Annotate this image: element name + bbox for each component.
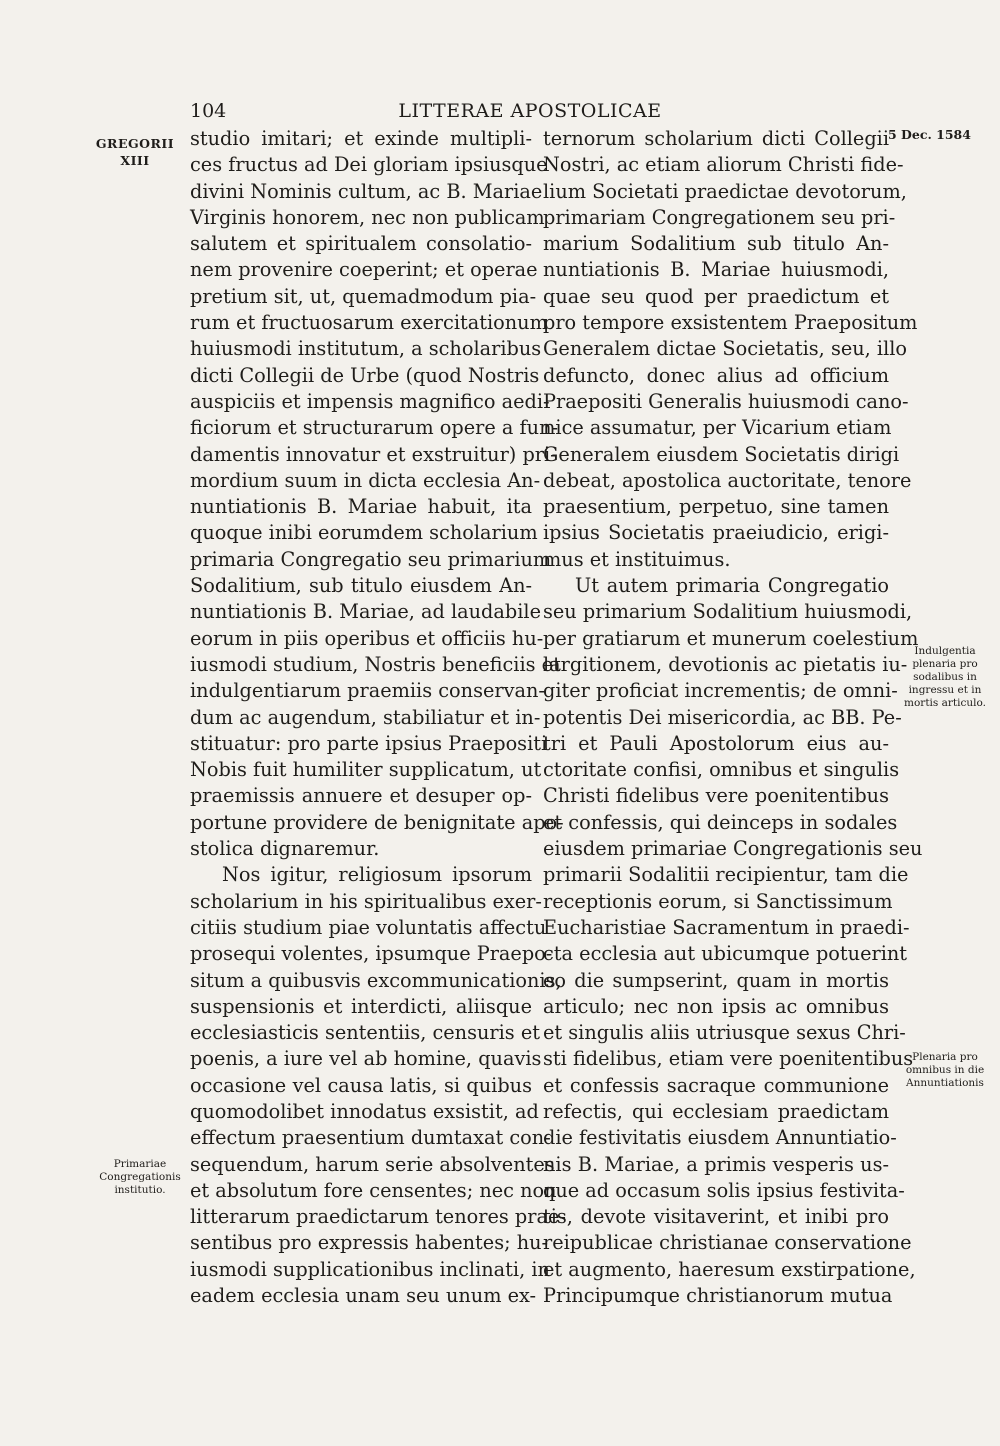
text-line: pro tempore exsistentem Praepositum (543, 311, 918, 335)
text-line: defuncto, donec alius ad officium (543, 363, 889, 387)
text-line: ipsius Societatis praeiudicio, erigi- (543, 521, 889, 545)
text-line: poenis, a iure vel ab homine, quavis (190, 1047, 542, 1071)
text-line: et absolutum fore censentes; nec non (190, 1178, 557, 1202)
text-line: die festivitatis eiusdem Annuntiatio- (543, 1126, 897, 1150)
text-line: mus et instituimus. (543, 547, 731, 571)
text-line: et confessis sacraque communione (543, 1073, 889, 1097)
text-line: receptionis eorum, si Sanctissimum (543, 889, 893, 913)
text-line: Christi fidelibus vere poenitentibus (543, 784, 889, 808)
text-line: situm a quibusvis excommunicationis, (190, 968, 562, 992)
text-line: occasione vel causa latis, si quibus (190, 1073, 532, 1097)
text-line: per gratiarum et munerum coelestium (543, 626, 919, 650)
text-line: salutem et spiritualem consolatio- (190, 232, 532, 256)
right-text-column (543, 126, 923, 1309)
text-line: Nos igitur, religiosum ipsorum (222, 863, 532, 887)
text-line: potentis Dei misericordia, ac BB. Pe- (543, 705, 902, 729)
text-line: citiis studium piae voluntatis affectu (190, 915, 547, 939)
text-line: ces fructus ad Dei gloriam ipsiusque (190, 153, 548, 177)
text-line: nuntiationis B. Mariae, ad laudabile (190, 600, 541, 624)
text-line: scholarium in his spiritualibus exer- (190, 889, 542, 913)
text-line: refectis, qui ecclesiam praedictam (543, 1099, 889, 1123)
text-line: nice assumatur, per Vicarium etiam (543, 416, 892, 440)
text-line: Sodalitium, sub titulo eiusdem An- (190, 574, 532, 598)
text-line: tis, devote visitaverint, et inibi pro (543, 1205, 889, 1229)
text-line: eo die sumpserint, quam in mortis (543, 968, 889, 992)
text-line: quoque inibi eorumdem scholarium (190, 521, 538, 545)
text-line: primaria Congregatio seu primarium (190, 547, 552, 571)
margin-pope-name: GREGORII XIII (95, 136, 175, 168)
text-line: dicti Collegii de Urbe (quod Nostris (190, 363, 540, 387)
text-line: quae seu quod per praedictum et (543, 284, 889, 308)
text-line: nuntiationis B. Mariae huiusmodi, (543, 258, 889, 282)
text-line: ctoritate confisi, omnibus et singulis (543, 758, 900, 782)
text-line: eadem ecclesia unam seu unum ex- (190, 1284, 537, 1308)
text-line: effectum praesentium dumtaxat con- (190, 1126, 551, 1150)
text-line: Eucharistiae Sacramentum in praedi- (543, 915, 910, 939)
text-line: rum et fructuosarum exercitationum (190, 311, 548, 335)
text-line: nem provenire coeperint; et operae (190, 258, 538, 282)
text-line: sti fidelibus, etiam vere poenitentibus (543, 1047, 914, 1071)
text-line: eiusdem primariae Congregationis seu (543, 837, 923, 861)
text-line: primarii Sodalitii recipientur, tam die (543, 863, 909, 887)
text-line: lium Societati praedictae devotorum, (543, 179, 907, 203)
text-line: Nostri, ac etiam aliorum Christi fide- (543, 153, 904, 177)
text-line: litterarum praedictarum tenores prae- (190, 1205, 566, 1229)
text-line: sequendum, harum serie absolventes (190, 1152, 555, 1176)
text-line: debeat, apostolica auctoritate, tenore (543, 468, 912, 492)
text-line: tri et Pauli Apostolorum eius au- (543, 731, 889, 755)
text-line: nis B. Mariae, a primis vesperis us- (543, 1152, 889, 1176)
running-title: LITTERAE APOSTOLICAE (398, 100, 662, 122)
text-line: sentibus pro expressis habentes; hu- (190, 1231, 549, 1255)
margin-note-primariae: Primariae Congregationis institutio. (99, 1158, 181, 1196)
text-line: praesentium, perpetuo, sine tamen (543, 495, 889, 519)
text-line: damentis innovatur et exstruitur) pri- (190, 442, 557, 466)
text-line: iusmodi supplicationibus inclinati, in (190, 1257, 550, 1281)
text-line: giter proficiat incrementis; de omni- (543, 679, 898, 703)
text-line: articulo; nec non ipsis ac omnibus (543, 994, 889, 1018)
text-line: stituatur: pro parte ipsius Praepositi (190, 731, 548, 755)
text-line: seu primarium Sodalitium huiusmodi, (543, 600, 913, 624)
text-line: prosequi volentes, ipsumque Praepo- (190, 942, 553, 966)
text-line: dum ac augendum, stabiliatur et in- (190, 705, 541, 729)
text-line: Nobis fuit humiliter supplicatum, ut (190, 758, 542, 782)
text-line: primariam Congregationem seu pri- (543, 205, 896, 229)
text-line: iusmodi studium, Nostris beneficiis et (190, 652, 561, 676)
text-line: ternorum scholarium dicti Collegii (543, 127, 889, 150)
text-line: auspiciis et impensis magnifico aedi- (190, 389, 550, 413)
text-line: Generalem dictae Societatis, seu, illo (543, 337, 908, 361)
text-line: et confessis, qui deinceps in sodales (543, 810, 898, 834)
text-line: ficiorum et structurarum opere a fun- (190, 416, 559, 440)
text-line: largitionem, devotionis ac pietatis iu- (543, 652, 908, 676)
text-line: praemissis annuere et desuper op- (190, 784, 532, 808)
margin-date: 5 Dec. 1584 (888, 127, 971, 142)
text-line: reipublicae christianae conservatione (543, 1231, 912, 1255)
text-line: Generalem eiusdem Societatis dirigi (543, 442, 900, 466)
left-text-column (190, 126, 566, 1309)
text-line: studio imitari; et exinde multipli- (190, 127, 532, 150)
page-number: 104 (190, 100, 227, 122)
text-line: ecclesiasticis sententiis, censuris et (190, 1021, 540, 1045)
text-line: suspensionis et interdicti, aliisque (190, 994, 532, 1018)
text-line: Praepositi Generalis huiusmodi cano- (543, 389, 909, 413)
text-line: mordium suum in dicta ecclesia An- (190, 468, 541, 492)
text-line: que ad occasum solis ipsius festivita- (543, 1178, 905, 1202)
margin-note-indulgentia: Indulgentia plenaria pro sodalibus in ingressu et in mortis articulo. (904, 645, 986, 709)
text-line: stolica dignaremur. (190, 837, 380, 861)
text-line: huiusmodi institutum, a scholaribus (190, 337, 542, 361)
text-line: indulgentiarum praemiis conservan- (190, 679, 545, 703)
text-line: nuntiationis B. Mariae habuit, ita (190, 495, 532, 519)
text-line: eorum in piis operibus et officiis hu- (190, 626, 544, 650)
text-line: divini Nominis cultum, ac B. Mariae (190, 179, 543, 203)
text-line: Virginis honorem, nec non publicam (190, 205, 545, 229)
text-line: Principumque christianorum mutua (543, 1284, 893, 1308)
text-line: portune providere de benignitate apo- (190, 810, 564, 834)
text-line: quomodolibet innodatus exsistit, ad (190, 1099, 539, 1123)
text-line: et singulis aliis utriusque sexus Chri- (543, 1021, 906, 1045)
margin-note-plenaria: Plenaria pro omnibus in die Annuntiationis (905, 1051, 985, 1089)
text-line: et augmento, haeresum exstirpatione, (543, 1257, 916, 1281)
text-line: Ut autem primaria Congregatio (575, 574, 889, 598)
text-line: cta ecclesia aut ubicumque potuerint (543, 942, 908, 966)
text-line: pretium sit, ut, quemadmodum pia- (190, 284, 537, 308)
text-line: marium Sodalitium sub titulo An- (543, 232, 889, 256)
